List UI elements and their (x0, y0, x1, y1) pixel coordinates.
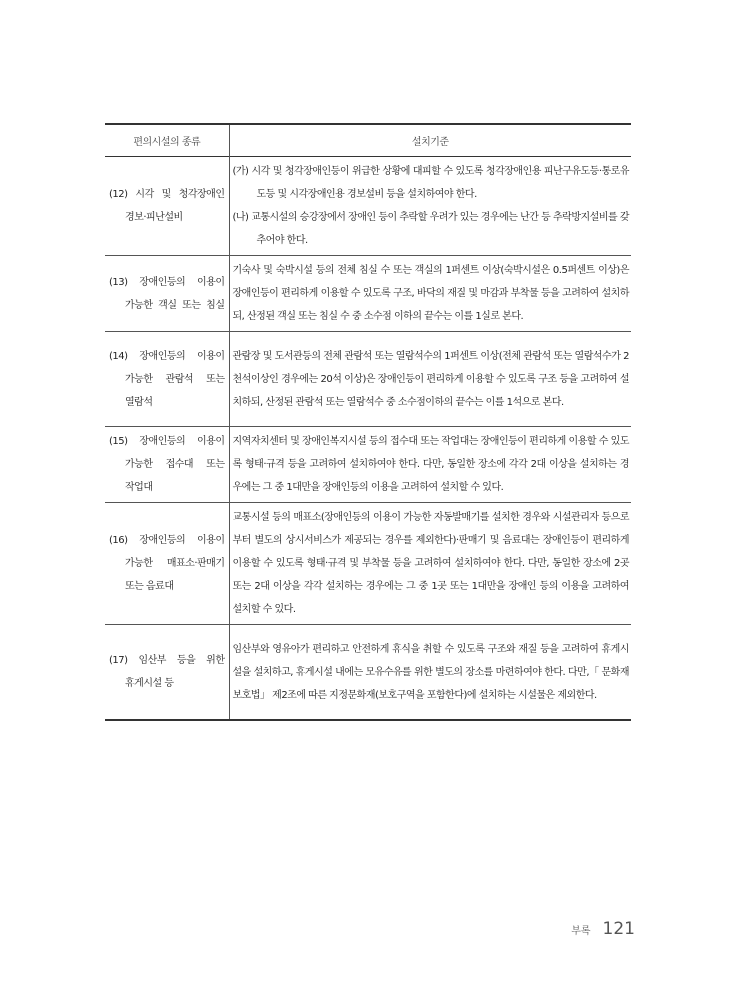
category-cell (105, 427, 229, 503)
criteria-text: 교통시설 등의 매표소(장애인등의 이용이 가능한 자동발매기를 설치한 경우와 시설관리자 등으로부터 별도의 상시서비스가 제공되는 경우를 제외한다)·판매기 및 음료대는 장애인등이 편리하게 이용할 수 있도록 형태·규격 및 부착물 등을 고려하여 설치하여야 한다. 다만, 동일한 장소에 2곳 또는 2대 이상을 각각 설치하는 경우에는 그 중 1곳 또는 1대만을 장애인 등의 이용을 고려하여 설치할 수 있다. (232, 512, 629, 615)
criteria-item: (가) 시각 및 청각장애인등이 위급한 상황에 대피할 수 있도록 청각장애인용 피난구유도등·통로유도등 및 시각장애인용 경보설비 등을 설치하여야 한다. (232, 166, 629, 200)
category-line: 경보·피난설비 (125, 212, 183, 223)
category-cell (105, 503, 229, 625)
table-row (105, 625, 631, 721)
table-row (105, 503, 631, 625)
page-number: 121 (602, 919, 635, 939)
facility-standards-table (105, 123, 631, 721)
table-row (105, 157, 631, 256)
criteria-item: (나) 교통시설의 승강장에서 장애인 등이 추락할 우려가 있는 경우에는 난간 등 추락방지설비를 갖추어야 한다. (232, 212, 629, 246)
category-line: 작업대 (125, 482, 153, 493)
table-row (105, 332, 631, 427)
criteria-text: 관람장 및 도서관등의 전체 관람석 또는 열람석수의 1퍼센트 이상(전체 관람석 또는 열람석수가 2천석이상인 경우에는 20석 이상)은 장애인등이 편리하게 이용할 수 있도록 구조 등을 고려하여 설치하되, 산정된 관람석 또는 열람석수 중 소수점이하의 끝수는 이를 1석으로 본다. (232, 350, 629, 408)
category-line: (16) 장애인등의 이용이 (109, 535, 225, 546)
criteria-cell (229, 157, 631, 256)
category-line: (14) 장애인등의 이용이 (109, 350, 225, 362)
category-cell (105, 332, 229, 427)
criteria-cell (229, 503, 631, 625)
page-footer (571, 919, 635, 939)
table-row (105, 427, 631, 503)
criteria-cell (229, 427, 631, 503)
category-line: (17) 임산부 등을 위한 (109, 655, 225, 666)
table-header-row (105, 124, 631, 157)
category-line: (13) 장애인등의 이용이 (109, 276, 225, 288)
criteria-text: 지역자치센터 및 장애인복지시설 등의 접수대 또는 작업대는 장애인등이 편리하게 이용할 수 있도록 형태·규격 등을 고려하여 설치하여야 한다. 다만, 동일한 장소에 각각 2대 이상을 설치하는 경우에는 그 중 1대만을 장애인등의 이용을 고려하여 설치할 수 있다. (232, 436, 629, 493)
table-row (105, 256, 631, 332)
category-line: 휴게시설 등 (125, 678, 174, 689)
category-line: 가능한 관람석 또는 (125, 373, 225, 385)
category-cell (105, 625, 229, 721)
header-facility-type: 편의시설의 종류 (105, 124, 229, 157)
criteria-cell (229, 256, 631, 332)
criteria-text: 임산부와 영유아가 편리하고 안전하게 휴식을 취할 수 있도록 구조와 재질 등을 고려하여 휴게시설을 설치하고, 휴게시설 내에는 모유수유를 위한 별도의 장소를 마련하여야 한다. 다만,「 문화재보호법」 제2조에 따른 지정문화재(보호구역을 포함한다)에 설치하는 시설물은 제외한다. (232, 643, 629, 701)
category-line: 가능한 매표소·판매기 (125, 558, 225, 569)
criteria-cell (229, 625, 631, 721)
category-line: (12) 시각 및 청각장애인 (109, 189, 225, 200)
criteria-text: 기숙사 및 숙박시설 등의 전체 침실 수 또는 객실의 1퍼센트 이상(숙박시설은 0.5퍼센트 이상)은 장애인등이 편리하게 이용할 수 있도록 구조, 바닥의 재질 및 마감과 부착물 등을 고려하여 설치하되, 산정된 객실 또는 침실 수 중 소수점 이하의 끝수는 이를 1실로 본다. (232, 265, 629, 322)
category-line: 열람석 (125, 396, 153, 408)
category-line: 가능한 객실 또는 침실 (125, 299, 225, 311)
header-installation-standard: 설치기준 (411, 137, 449, 148)
criteria-cell (229, 332, 631, 427)
section-label: 부록 (571, 926, 591, 937)
category-cell (105, 256, 229, 332)
category-line: 또는 음료대 (125, 581, 174, 592)
category-line: (15) 장애인등의 이용이 (109, 436, 225, 447)
category-cell (105, 157, 229, 256)
category-line: 가능한 접수대 또는 (125, 459, 225, 470)
